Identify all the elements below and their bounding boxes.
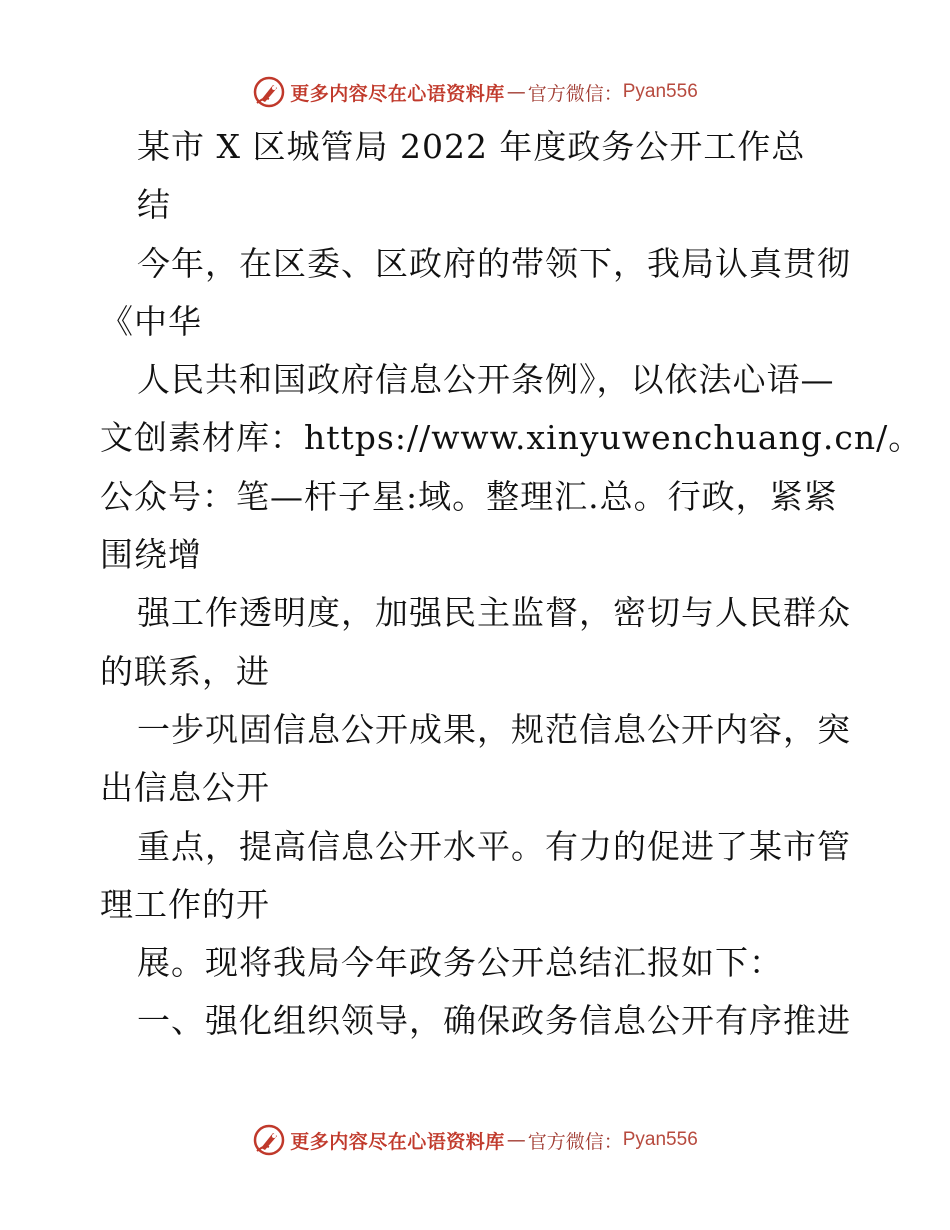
pen-nib-logo-icon: [252, 1123, 286, 1157]
document-title-line-1: 某市 X 区城管局 2022 年度政务公开工作总: [137, 127, 806, 166]
wechat-label: 官方微信：: [527, 1130, 623, 1153]
section-heading-line: 一、强化组织领导，确保政务信息公开有序推进: [137, 1001, 851, 1041]
paragraph-line: 出信息公开: [100, 768, 270, 808]
separator-dash: —: [506, 81, 526, 103]
promo-text: 更多内容尽在心语资料库: [290, 1130, 505, 1153]
separator-dash: —: [506, 1129, 526, 1151]
paragraph-line: 展。现将我局今年政务公开总结汇报如下：: [137, 943, 783, 983]
paragraph-line: 强工作透明度，加强民主监督，密切与人民群众: [137, 593, 851, 633]
wechat-id: Pyan556: [622, 1129, 698, 1150]
paragraph-line: 《中华: [100, 301, 202, 341]
wechat-id: Pyan556: [622, 81, 698, 102]
paragraph-line: 理工作的开: [100, 884, 270, 924]
paragraph-line: 今年，在区委、区政府的带领下，我局认真贯彻: [137, 243, 851, 283]
wechat-label: 官方微信：: [527, 82, 623, 105]
promo-text: 更多内容尽在心语资料库: [290, 82, 505, 105]
header-watermark-banner: [0, 72, 950, 112]
pen-nib-logo-icon: [252, 75, 286, 109]
paragraph-line: 重点，提高信息公开水平。有力的促进了某市管: [137, 826, 851, 866]
footer-watermark-banner: [0, 1120, 950, 1160]
paragraph-line: 文创素材库：https://www.xinyuwenchuang.cn/。: [100, 418, 923, 458]
paragraph-line: 公众号：笔—杆子星:域。整理汇.总。行政，紧紧: [100, 476, 838, 516]
document-title-line-2: 结: [137, 185, 171, 225]
paragraph-line: 一步巩固信息公开成果，规范信息公开内容，突: [137, 709, 851, 749]
paragraph-line: 人民共和国政府信息公开条例》，以依法心语—: [137, 360, 835, 400]
paragraph-line: 围绕增: [100, 535, 202, 575]
paragraph-line: 的联系，进: [100, 651, 270, 691]
document-body: [100, 118, 923, 1051]
